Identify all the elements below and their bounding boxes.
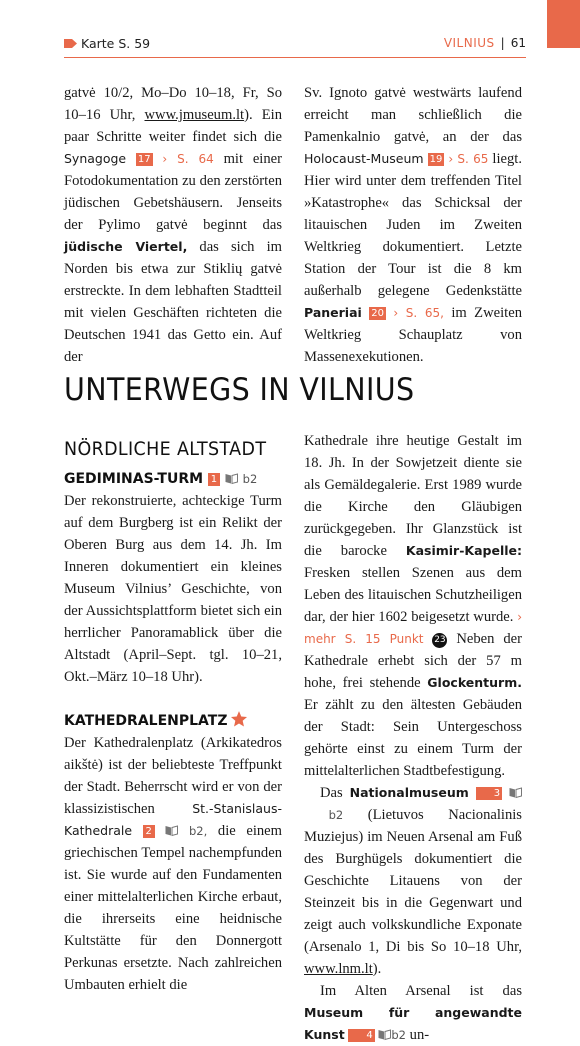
- text-run: mit einer Fotodokumentation zu den zerstörten jüdischen Gebetshäusern. Jenseits der Pylimo gatvė beginnt das: [64, 151, 282, 233]
- page-reference[interactable]: › mehr S. 15 Punkt: [304, 610, 522, 646]
- sight-paneriai: Paneriai: [304, 305, 362, 320]
- paragraph: [64, 732, 282, 996]
- arrow-right-icon: [64, 39, 77, 48]
- page-reference[interactable]: › S. 65,: [393, 306, 444, 320]
- page-reference[interactable]: › S. 65: [448, 152, 489, 166]
- grid-reference: b2,: [188, 824, 208, 838]
- paragraph: Der rekonstruierte, achteckige Turm auf dem Burgberg ist ein Relikt der Oberen Burg aus dem 14. Jh. Im Inneren dokumentiert ein kleines Museum Vilnius’ Geschichte, von der Aussichtsplattform bietet sich ein herrlicher Panoramablick über die Altstadt (April–Sept. tgl. 10–21, Okt.–März 10–18 Uhr).: [64, 493, 282, 685]
- section-heading: NÖRDLICHE ALTSTADT: [64, 438, 267, 460]
- grid-reference: b2: [242, 472, 258, 486]
- map-book-icon: [509, 787, 522, 798]
- sight-juedisches-viertel: jüdische Viertel,: [64, 239, 188, 254]
- column-bottom-left: [64, 430, 282, 996]
- text-run: das sich im Norden bis etwa zur Stiklių gatvė erstreckte. In dem lebhaften Stadtteil mit vielen Geschäften richteten die Deutschen 1941 das Getto ein. Auf der: [64, 239, 282, 365]
- sight-heading-gediminas: [64, 468, 282, 490]
- text-run: un-: [406, 1027, 430, 1043]
- sight-glockenturm: Glockenturm.: [427, 675, 522, 690]
- sight-number-badge: 17: [137, 154, 151, 165]
- sight-number-badge: 4: [348, 1029, 374, 1042]
- page-number: 61: [510, 36, 526, 50]
- sight-title: GEDIMINAS-TURM: [64, 471, 204, 487]
- sight-number-badge: 1: [208, 473, 220, 486]
- section-name: VILNIUS: [443, 36, 495, 50]
- sight-number-badge: 19: [429, 154, 443, 165]
- text-run: die einem griechischen Tempel nachempfunden ist. Sie wurde auf den Fundamenten einer mittelalterlichen Kirche erbaut, die ihrerseits eine heidnische Kultstätte für den Donnergott Perkunas ersetzte. Nach zahlreichen Umbauten erhielt die: [64, 823, 283, 993]
- page-info: [444, 36, 526, 50]
- text-run: ). Ein paar Schritte weiter findet sich die: [64, 107, 282, 145]
- text-run: Er zählt zu den ältesten Gebäuden der Stadt: Sein Untergeschoss gehörte einst zu einem Turm der mittelalterlichen Stadtbefestigung.: [304, 697, 522, 779]
- star-icon: [230, 710, 248, 728]
- grid-reference: b2: [328, 808, 344, 822]
- column-bottom-right: [304, 430, 522, 1046]
- column-top-left: [64, 82, 282, 368]
- paragraph: [304, 980, 522, 1046]
- text-run: Kathedrale ihre heutige Gestalt im 18. Jh. In der Sowjetzeit diente sie als Gemäldegalerie. Erst 1989 wurde die Kirche den Gläubigen zurückgegeben. Ihr Glanzstück ist die barocke: [304, 433, 522, 559]
- grid-reference: b2: [391, 1028, 406, 1042]
- nationalmuseum-link[interactable]: www.lnm.lt: [304, 961, 373, 977]
- text-run: Das: [320, 785, 350, 801]
- paragraph: [304, 782, 522, 980]
- sight-number-badge: 2: [143, 825, 155, 838]
- text-run: Sv. Ignoto gatvė westwärts laufend erreicht man schließlich die Pamenkalnio gatvė, an der das: [304, 85, 522, 145]
- text-run: (Lietuvos Nacionalinis Muziejus) im Neuen Arsenal am Fuß des Burghügels dokumentiert die Geschichte Litauens von der Steinzeit bis in die Gegenwart und zeigt auch volkskundliche Exponate (Arsenalo 1, Di bis So 10–18 Uhr,: [304, 807, 522, 955]
- sight-museum-angewandte-kunst: Museum für angewandte Kunst: [304, 1005, 522, 1042]
- running-header: [64, 36, 526, 58]
- sight-heading-kathedralenplatz: [64, 710, 282, 732]
- paragraph: [64, 82, 282, 368]
- map-reference[interactable]: [64, 36, 150, 51]
- map-book-icon: [165, 825, 178, 836]
- text-run: Neben der Kathedrale erhebt sich der 57 m hohe, frei stehende: [304, 631, 522, 691]
- text-run: Im Alten Arsenal ist das: [320, 983, 522, 999]
- text-run: im Zweiten Weltkrieg Schauplatz von Massenexekutionen.: [304, 305, 522, 365]
- map-book-icon: [225, 473, 238, 484]
- text-run: ).: [372, 961, 382, 977]
- map-reference-label: Karte S. 59: [81, 36, 151, 51]
- paragraph: [304, 82, 522, 368]
- sight-number-badge: 3: [476, 787, 502, 800]
- chapter-title: UNTERWEGS IN VILNIUS: [64, 372, 415, 408]
- map-book-icon: [378, 1029, 391, 1040]
- sight-holocaust-museum: Holocaust-Museum: [304, 151, 424, 166]
- text-run: Fresken stellen Szenen aus dem Leben des litauischen Schutzheiligen dar, der hier 1602 beigesetzt wurde.: [304, 565, 522, 625]
- sight-title: KATHEDRALENPLATZ: [64, 713, 228, 729]
- sight-synagoge: Synagoge: [64, 151, 127, 166]
- paragraph: [304, 430, 522, 782]
- text-run: gatvė 10/2, Mo–Do 10–18, Fr, So 10–16 Uhr,: [64, 85, 282, 123]
- page-reference[interactable]: › S. 64: [162, 152, 214, 166]
- header-separator: |: [500, 36, 505, 50]
- column-top-right: [304, 82, 522, 368]
- point-number-badge: 23: [432, 633, 447, 648]
- sight-number-badge: 20: [371, 308, 384, 319]
- page-corner-tab: [547, 0, 580, 48]
- museum-link[interactable]: www.jmuseum.lt: [144, 107, 245, 123]
- sight-nationalmuseum: Nationalmuseum: [349, 785, 469, 800]
- text-run: liegt. Hier wird unter dem treffenden Titel »Katastrophe« das Schicksal der litauischen Juden im Zweiten Weltkrieg dokumentiert. Letzte Station der Tour ist die 8 km außerhalb gelegene Gedenkstätte: [304, 151, 522, 299]
- sight-st-stanislaus-kathedrale: St.-Stanislaus-Kathedrale: [64, 801, 282, 838]
- text-run: Der Kathedralenplatz (Arkikatedros aikštė) ist der beliebteste Treffpunkt der Stadt. Beherrscht wird er von der klassizistischen: [64, 735, 282, 817]
- sight-kasimir-kapelle: Kasimir-Kapelle:: [405, 543, 522, 558]
